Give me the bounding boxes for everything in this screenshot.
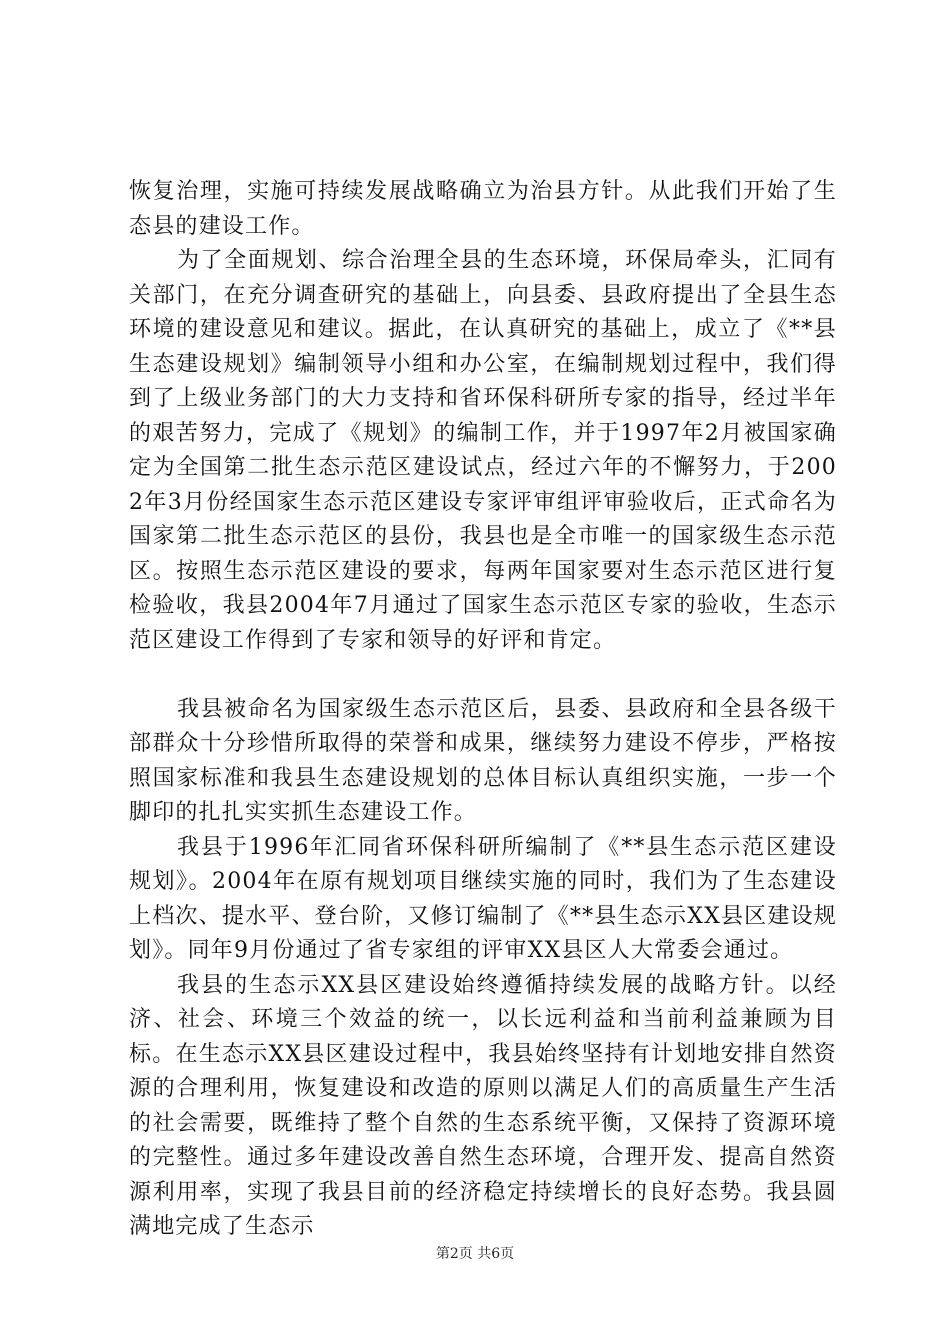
paragraph-1: 恢复治理，实施可持续发展战略确立为治县方针。从此我们开始了生态县的建设工作。 (129, 179, 837, 239)
paragraph-5: 我县的生态示XX县区建设始终遵循持续发展的战略方针。以经济、社会、环境三个效益的统一，以长远利益和当前利益兼顾为目标。在生态示XX县区建设过程中，我县始终坚持有计划地安排自然资源的合理利用，恢复建设和改造的原则以满足人们的高质量生产生活的社会需要，既维持了整个自然的生态系统平衡，又保持了资源环境的完整性。通过多年建设改善自然生态环境，合理开发、提高自然资源利用率，实现了我县目前的经济稳定持续增长的良好态势。我县圆满地完成了生态示 (129, 972, 837, 1239)
paragraph-3: 我县被命名为国家级生态示范区后，县委、县政府和全县各级干部群众十分珍惜所取得的荣誉和成果，继续努力建设不停步，严格按照国家标准和我县生态建设规划的总体目标认真组织实施，一步一个脚印的扎扎实实抓生态建设工作。 (129, 696, 837, 825)
paragraph-2: 为了全面规划、综合治理全县的生态环境，环保局牵头，汇同有关部门，在充分调查研究的基础上，向县委、县政府提出了全县生态环境的建设意见和建议。据此，在认真研究的基础上，成立了《**县生态建设规划》编制领导小组和办公室，在编制规划过程中，我们得到了上级业务部门的大力支持和省环保科研所专家的指导，经过半年的艰苦努力，完成了《规划》的编制工作，并于1997年2月被国家确定为全国第二批生态示范区建设试点，经过六年的不懈努力，于2002年3月份经国家生态示范区建设专家评审组评审验收后，正式命名为国家第二批生态示范区的县份，我县也是全市唯一的国家级生态示范区。按照生态示范区建设的要求，每两年国家要对生态示范区进行复检验收，我县2004年7月通过了国家生态示范区专家的验收，生态示范区建设工作得到了专家和领导的好评和肯定。 (129, 248, 837, 653)
paragraph-4: 我县于1996年汇同省环保科研所编制了《**县生态示范区建设规划》。2004年在原有规划项目继续实施的同时，我们为了生态建设上档次、提水平、登台阶，又修订编制了《**县生态示XX县区建设规划》。同年9月份通过了省专家组的评审XX县区人大常委会通过。 (129, 834, 837, 963)
page-number-label: 第2页 共6页 (435, 1246, 515, 1262)
page-footer (0, 1244, 950, 1264)
document-body (129, 175, 837, 1245)
paragraph-gap (129, 658, 837, 693)
